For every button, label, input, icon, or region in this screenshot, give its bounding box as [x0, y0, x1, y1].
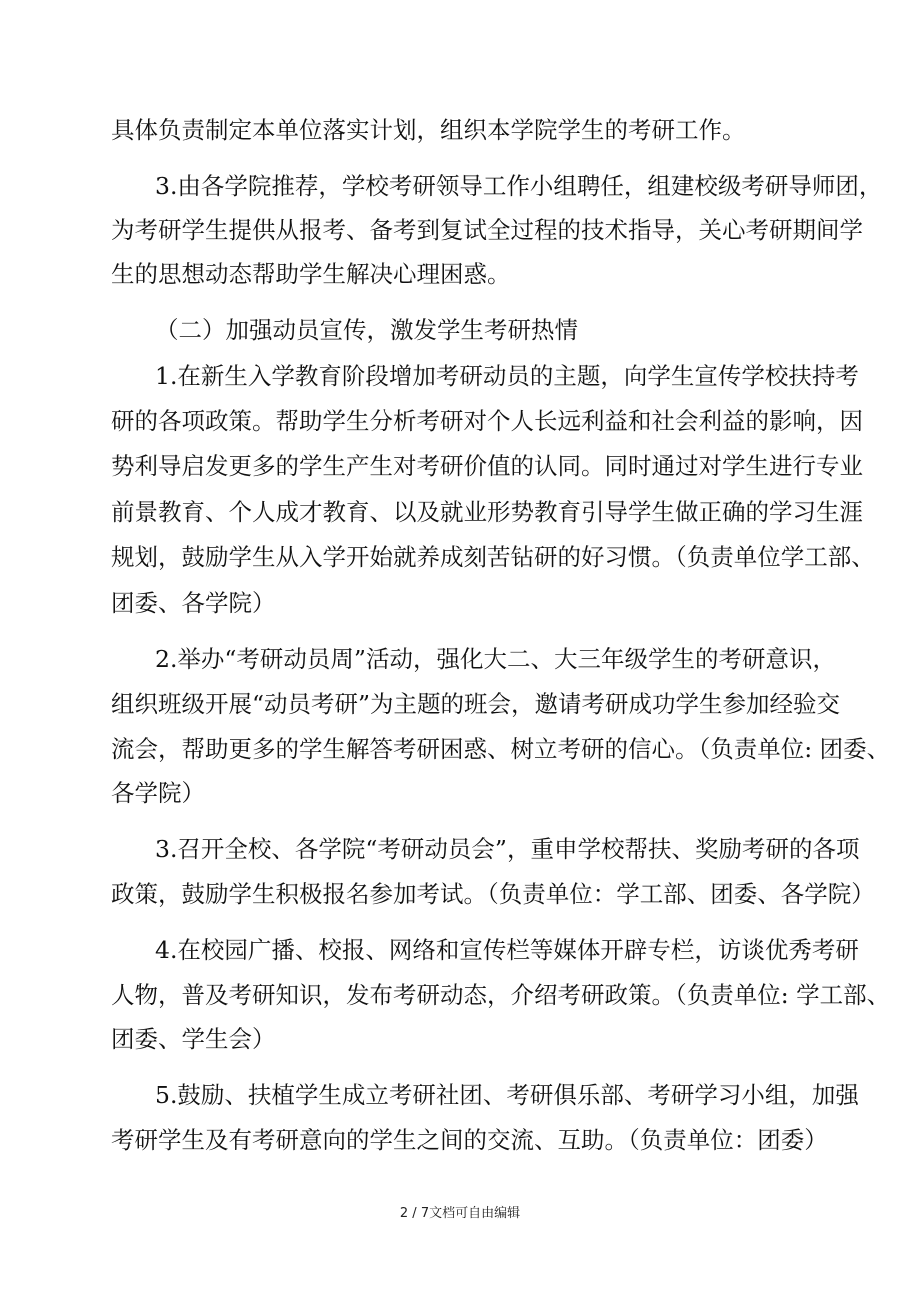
paragraph-line: 各学院）	[111, 779, 205, 807]
section-heading: （二）加强动员宣传，激发学生考研热情	[155, 316, 578, 344]
paragraph-line: 3.由各学院推荐，学校考研领导工作小组聘任，组建校级考研导师团，	[155, 172, 883, 200]
paragraph-line: 人物，普及考研知识，发布考研动态，介绍考研政策。（负责单位: 学工部、	[111, 981, 891, 1009]
paragraph-line: 考研学生及有考研意向的学生之间的交流、互助。（负责单位：团委）	[111, 1126, 828, 1154]
paragraph-line: 团委、学生会）	[111, 1025, 276, 1053]
paragraph-line: 3.召开全校、各学院“考研动员会”，重申学校帮扶、奖励考研的各项	[155, 835, 860, 863]
paragraph-line: 4.在校园广播、校报、网络和宣传栏等媒体开辟专栏，访谈优秀考研	[155, 936, 859, 964]
paragraph-line: 2.举办“考研动员周”活动，强化大二、大三年级学生的考研意识，	[155, 645, 836, 673]
paragraph-line: 势利导启发更多的学生产生对考研价值的认同。同时通过对学生进行专业	[111, 452, 863, 480]
paragraph-line: 研的各项政策。帮助学生分析考研对个人长远利益和社会利益的影响，因	[111, 407, 863, 435]
page-footer: 2 / 7文档可自由编辑	[399, 1206, 521, 1221]
paragraph-line: 1.在新生入学教育阶段增加考研动员的主题，向学生宣传学校扶持考	[155, 362, 859, 390]
paragraph-line: 为考研学生提供从报考、备考到复试全过程的技术指导，关心考研期间学	[111, 216, 863, 244]
paragraph-line: 团委、各学院）	[111, 589, 276, 617]
paragraph-line: 具体负责制定本单位落实计划，组织本学院学生的考研工作。	[111, 116, 746, 144]
paragraph-line: 流会，帮助更多的学生解答考研困惑、树立考研的信心。（负责单位: 团委、	[111, 735, 891, 763]
paragraph-line: 政策，鼓励学生积极报名参加考试。（负责单位：学工部、团委、各学院）	[111, 880, 875, 908]
paragraph-line: 规划，鼓励学生从入学开始就养成刻苦钻研的好习惯。（负责单位学工部、	[111, 543, 875, 571]
paragraph-line: 组织班级开展“动员考研”为主题的班会，邀请考研成功学生参加经验交	[111, 690, 841, 718]
paragraph-line: 生的思想动态帮助学生解决心理困惑。	[111, 260, 511, 288]
paragraph-line: 5.鼓励、扶植学生成立考研社团、考研俱乐部、考研学习小组，加强	[155, 1081, 859, 1109]
paragraph-line: 前景教育、个人成才教育、以及就业形势教育引导学生做正确的学习生涯	[111, 498, 863, 526]
